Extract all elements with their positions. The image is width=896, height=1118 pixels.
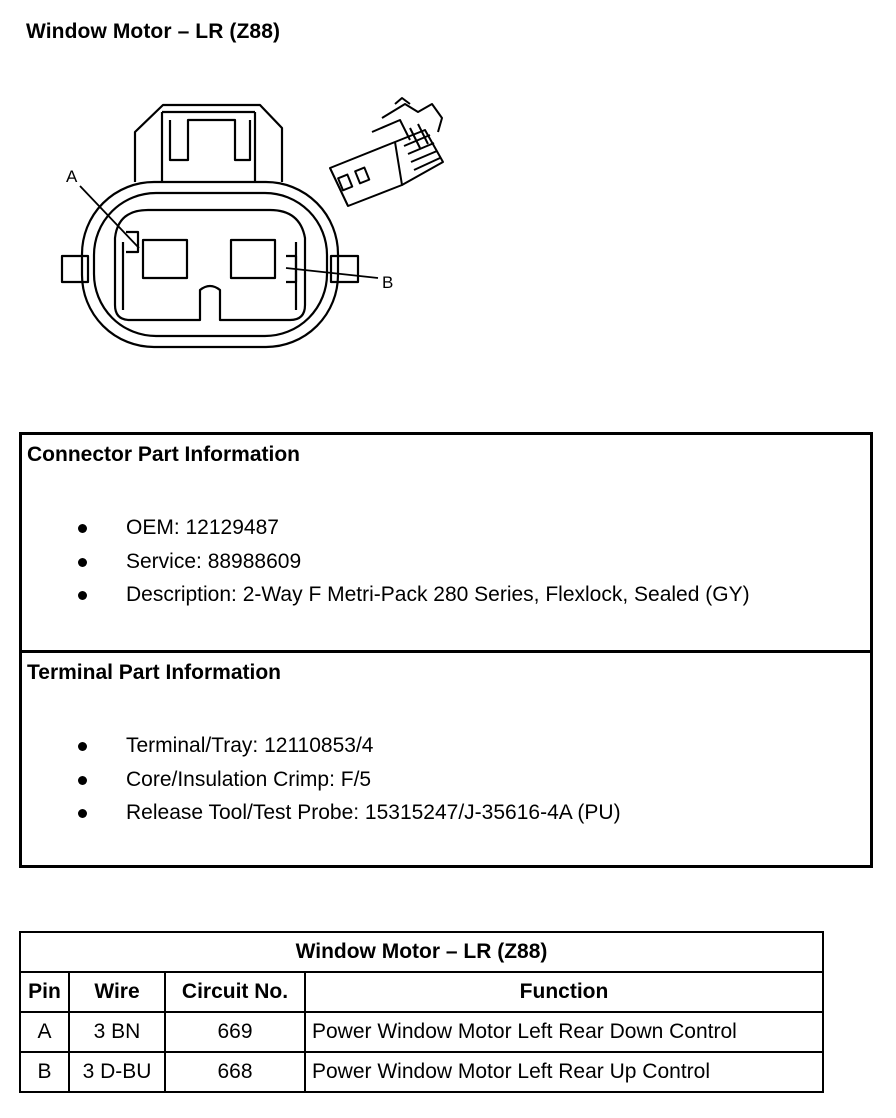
page-title: Window Motor – LR (Z88) [26,20,281,43]
pin-table [19,931,824,1093]
pin-cell: A [20,1012,69,1052]
bullet-icon [78,742,87,751]
connector-description: Description: 2-Way F Metri-Pack 280 Series, Flexlock, Sealed (GY) [126,583,750,606]
table-row [20,1052,823,1092]
pin-cell: B [20,1052,69,1092]
list-item [22,796,621,830]
pin-a-label: A [66,167,78,186]
function-header: Function [305,972,823,1012]
list-item [22,545,750,579]
service-number: Service: 88988609 [126,549,302,573]
part-information-box [19,432,873,868]
bullet-icon [78,776,87,785]
connector-info-list [22,511,750,612]
table-title: Window Motor – LR (Z88) [20,932,823,972]
list-item [22,729,621,763]
pin-b-label: B [382,273,394,292]
connector-diagram [0,0,896,420]
core-insulation-crimp: Core/Insulation Crimp: F/5 [126,767,372,791]
list-item [22,511,750,545]
release-tool: Release Tool/Test Probe: 15315247/J-35616-4A (PU) [126,801,621,824]
bullet-icon [78,558,87,567]
wire-cell: 3 D-BU [69,1052,165,1092]
circuit-header: Circuit No. [165,972,305,1012]
circuit-cell: 669 [165,1012,305,1052]
function-cell: Power Window Motor Left Rear Up Control [305,1052,823,1092]
bullet-icon [78,809,87,818]
table-row [20,1012,823,1052]
connector-part-information [22,435,870,653]
table-header-row [20,972,823,1012]
bullet-icon [78,591,87,600]
function-cell: Power Window Motor Left Rear Down Control [305,1012,823,1052]
wire-cell: 3 BN [69,1012,165,1052]
terminal-tray: Terminal/Tray: 12110853/4 [126,734,374,757]
list-item [22,763,621,797]
oem-number: OEM: 12129487 [126,516,279,539]
connector-section-title: Connector Part Information [27,443,301,466]
terminal-info-list [22,729,621,830]
circuit-cell: 668 [165,1052,305,1092]
terminal-section-title: Terminal Part Information [27,661,281,684]
bullet-icon [78,524,87,533]
table-title-row [20,932,823,972]
wire-header: Wire [69,972,165,1012]
list-item [22,578,750,612]
terminal-part-information [22,653,870,865]
pin-header: Pin [20,972,69,1012]
